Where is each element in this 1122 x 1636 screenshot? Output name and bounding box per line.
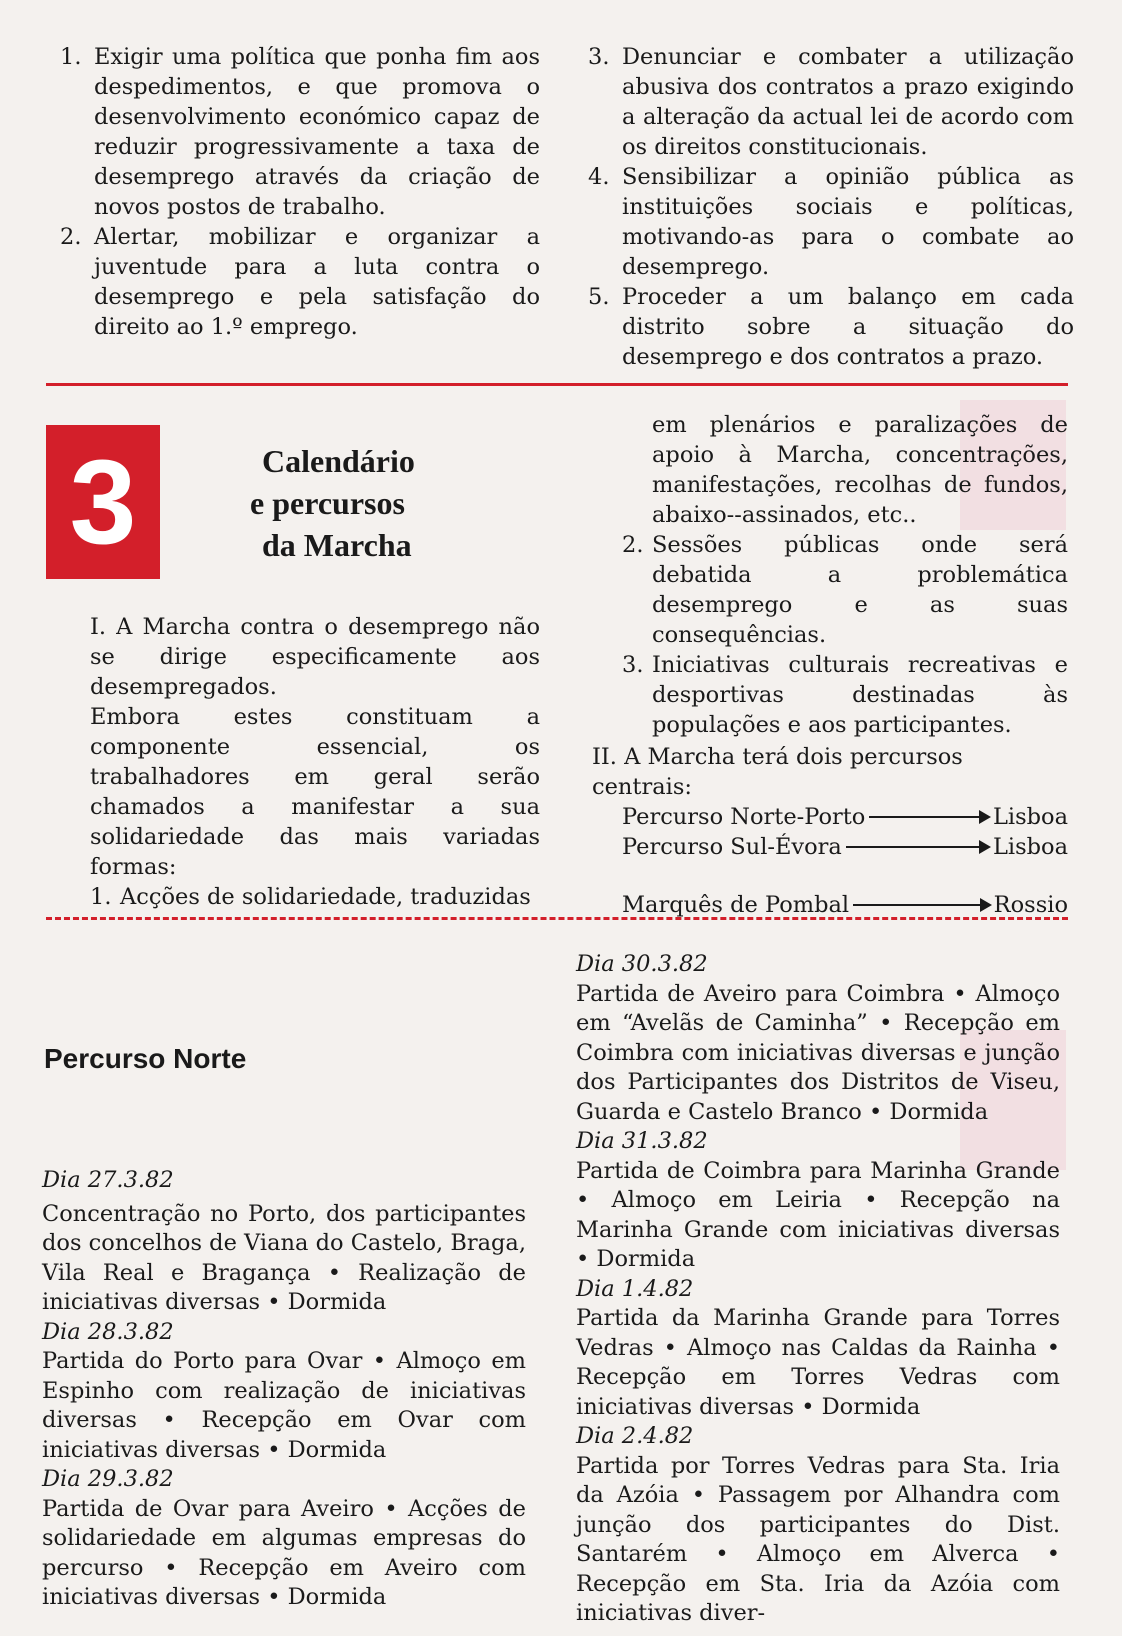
arrow-right-icon: [853, 904, 990, 906]
day-date: Dia 30.3.82: [576, 951, 708, 977]
part1-item-1-continued: em plenários e paralizações de apoio à Marcha, concentrações, manifestações, recolhas de fundos, abaixo--assinados, etc..: [652, 412, 1068, 528]
arrow-right-icon: [869, 816, 989, 818]
day-date: Dia 1.4.82: [576, 1275, 694, 1302]
day-text: Partida de Ovar para Aveiro • Acções de solidariedade em algumas empresas do percurso • Recepção em Aveiro com iniciativas diversas • Dormida: [42, 1495, 526, 1610]
part2-routes: [592, 742, 1068, 920]
part1-paragraph: Embora estes constituam a componente essencial, os trabalhadores em geral serão chamados a manifestar a sua solidariedade das mais variadas formas:: [90, 704, 540, 880]
section-number: 3: [69, 435, 137, 569]
part1-heading: I. A Marcha contra o desemprego não se dirige especificamente aos desempregados.: [90, 614, 540, 700]
route-row: Percurso Norte-Porto Lisboa: [622, 804, 1068, 830]
section-number-box: [46, 425, 160, 579]
day-date: Dia 29.3.82: [42, 1466, 174, 1492]
dashed-divider: [46, 917, 1068, 920]
route-row: Percurso Sul-Évora Lisboa: [622, 834, 1068, 860]
objectives-right-column: [588, 42, 1074, 372]
part2-heading: II. A Marcha terá dois percursos centrais:: [592, 744, 963, 800]
objective-item: 3. Denunciar e combater a utilização abusiva dos contratos a prazo exigindo a alteração da actual lei de acordo com os direitos constitucionais.: [588, 44, 1074, 160]
day-text: Partida de Aveiro para Coimbra • Almoço em “Avelãs de Caminha” • Recepção em Coimbra com iniciativas diversas e junção dos Participantes dos Distritos de Viseu, Guarda e Castelo Branco • Dormida: [576, 980, 1060, 1125]
part1-item-1: 1. Acções de solidariedade, traduzidas: [90, 884, 531, 910]
part1-item-2: 2. Sessões públicas onde será debatida a problemática desemprego e as suas consequências.: [622, 532, 1068, 648]
section-divider: [46, 383, 1068, 386]
objective-item: 4. Sensibilizar a opinião pública as instituições sociais e políticas, motivando-as para o combate ao desemprego.: [588, 164, 1074, 280]
objective-item: 1. Exigir uma política que ponha fim aos despedimentos, e que promova o desenvolvimento económico capaz de reduzir progressivamente a taxa de desemprego através da criação de novos postos de trabalho.: [60, 44, 540, 220]
section-title: Calendário e percursos da Marcha: [250, 443, 415, 563]
day-text: Partida de Coimbra para Marinha Grande • Almoço em Leiria • Recepção na Marinha Grande com iniciativas diversas • Dormida: [576, 1157, 1060, 1272]
day-date: Dia 28.3.82: [42, 1318, 174, 1345]
day-text: Partida do Porto para Ovar • Almoço em Espinho com realização de iniciativas diversas • Recepção em Ovar com iniciativas diversas • Dormida: [42, 1348, 526, 1463]
day-date: Dia 27.3.82: [42, 1167, 174, 1193]
percurso-left-column: [42, 1166, 526, 1613]
objective-item: 2. Alertar, mobilizar e organizar a juventude para a luta contra o desemprego e pela satisfação do direito ao 1.º emprego.: [60, 224, 540, 340]
percurso-right-column: [576, 950, 1060, 1629]
day-date: Dia 31.3.82: [576, 1128, 708, 1154]
objective-item: 5. Proceder a um balanço em cada distrito sobre a situação do desemprego e dos contratos a prazo.: [588, 284, 1074, 370]
part1-left-column: [62, 612, 540, 912]
objectives-left-column: [60, 42, 540, 342]
day-text: Partida por Torres Vedras para Sta. Iria da Azóia • Passagem por Alhandra com junção dos participantes do Dist. Santarém • Almoço em Alverca • Recepção em Sta. Iria da Azóia com iniciativas diver-: [576, 1452, 1060, 1626]
percurso-norte-heading: Percurso Norte: [44, 1043, 247, 1074]
part1-item-3: 3. Iniciativas culturais recreativas e desportivas destinadas às populações e aos participantes.: [622, 652, 1068, 738]
route-row: Marquês de Pombal Rossio: [622, 892, 1068, 918]
day-text: Concentração no Porto, dos participantes dos concelhos de Viana do Castelo, Braga, Vila Real e Bragança • Realização de iniciativas diversas • Dormida: [42, 1200, 526, 1315]
day-date: Dia 2.4.82: [576, 1423, 694, 1449]
day-text: Partida da Marinha Grande para Torres Vedras • Almoço nas Caldas da Rainha • Recepção em Torres Vedras com iniciativas diversas • Dormida: [576, 1305, 1060, 1420]
part1-right-column: [622, 410, 1068, 740]
arrow-right-icon: [846, 846, 989, 848]
